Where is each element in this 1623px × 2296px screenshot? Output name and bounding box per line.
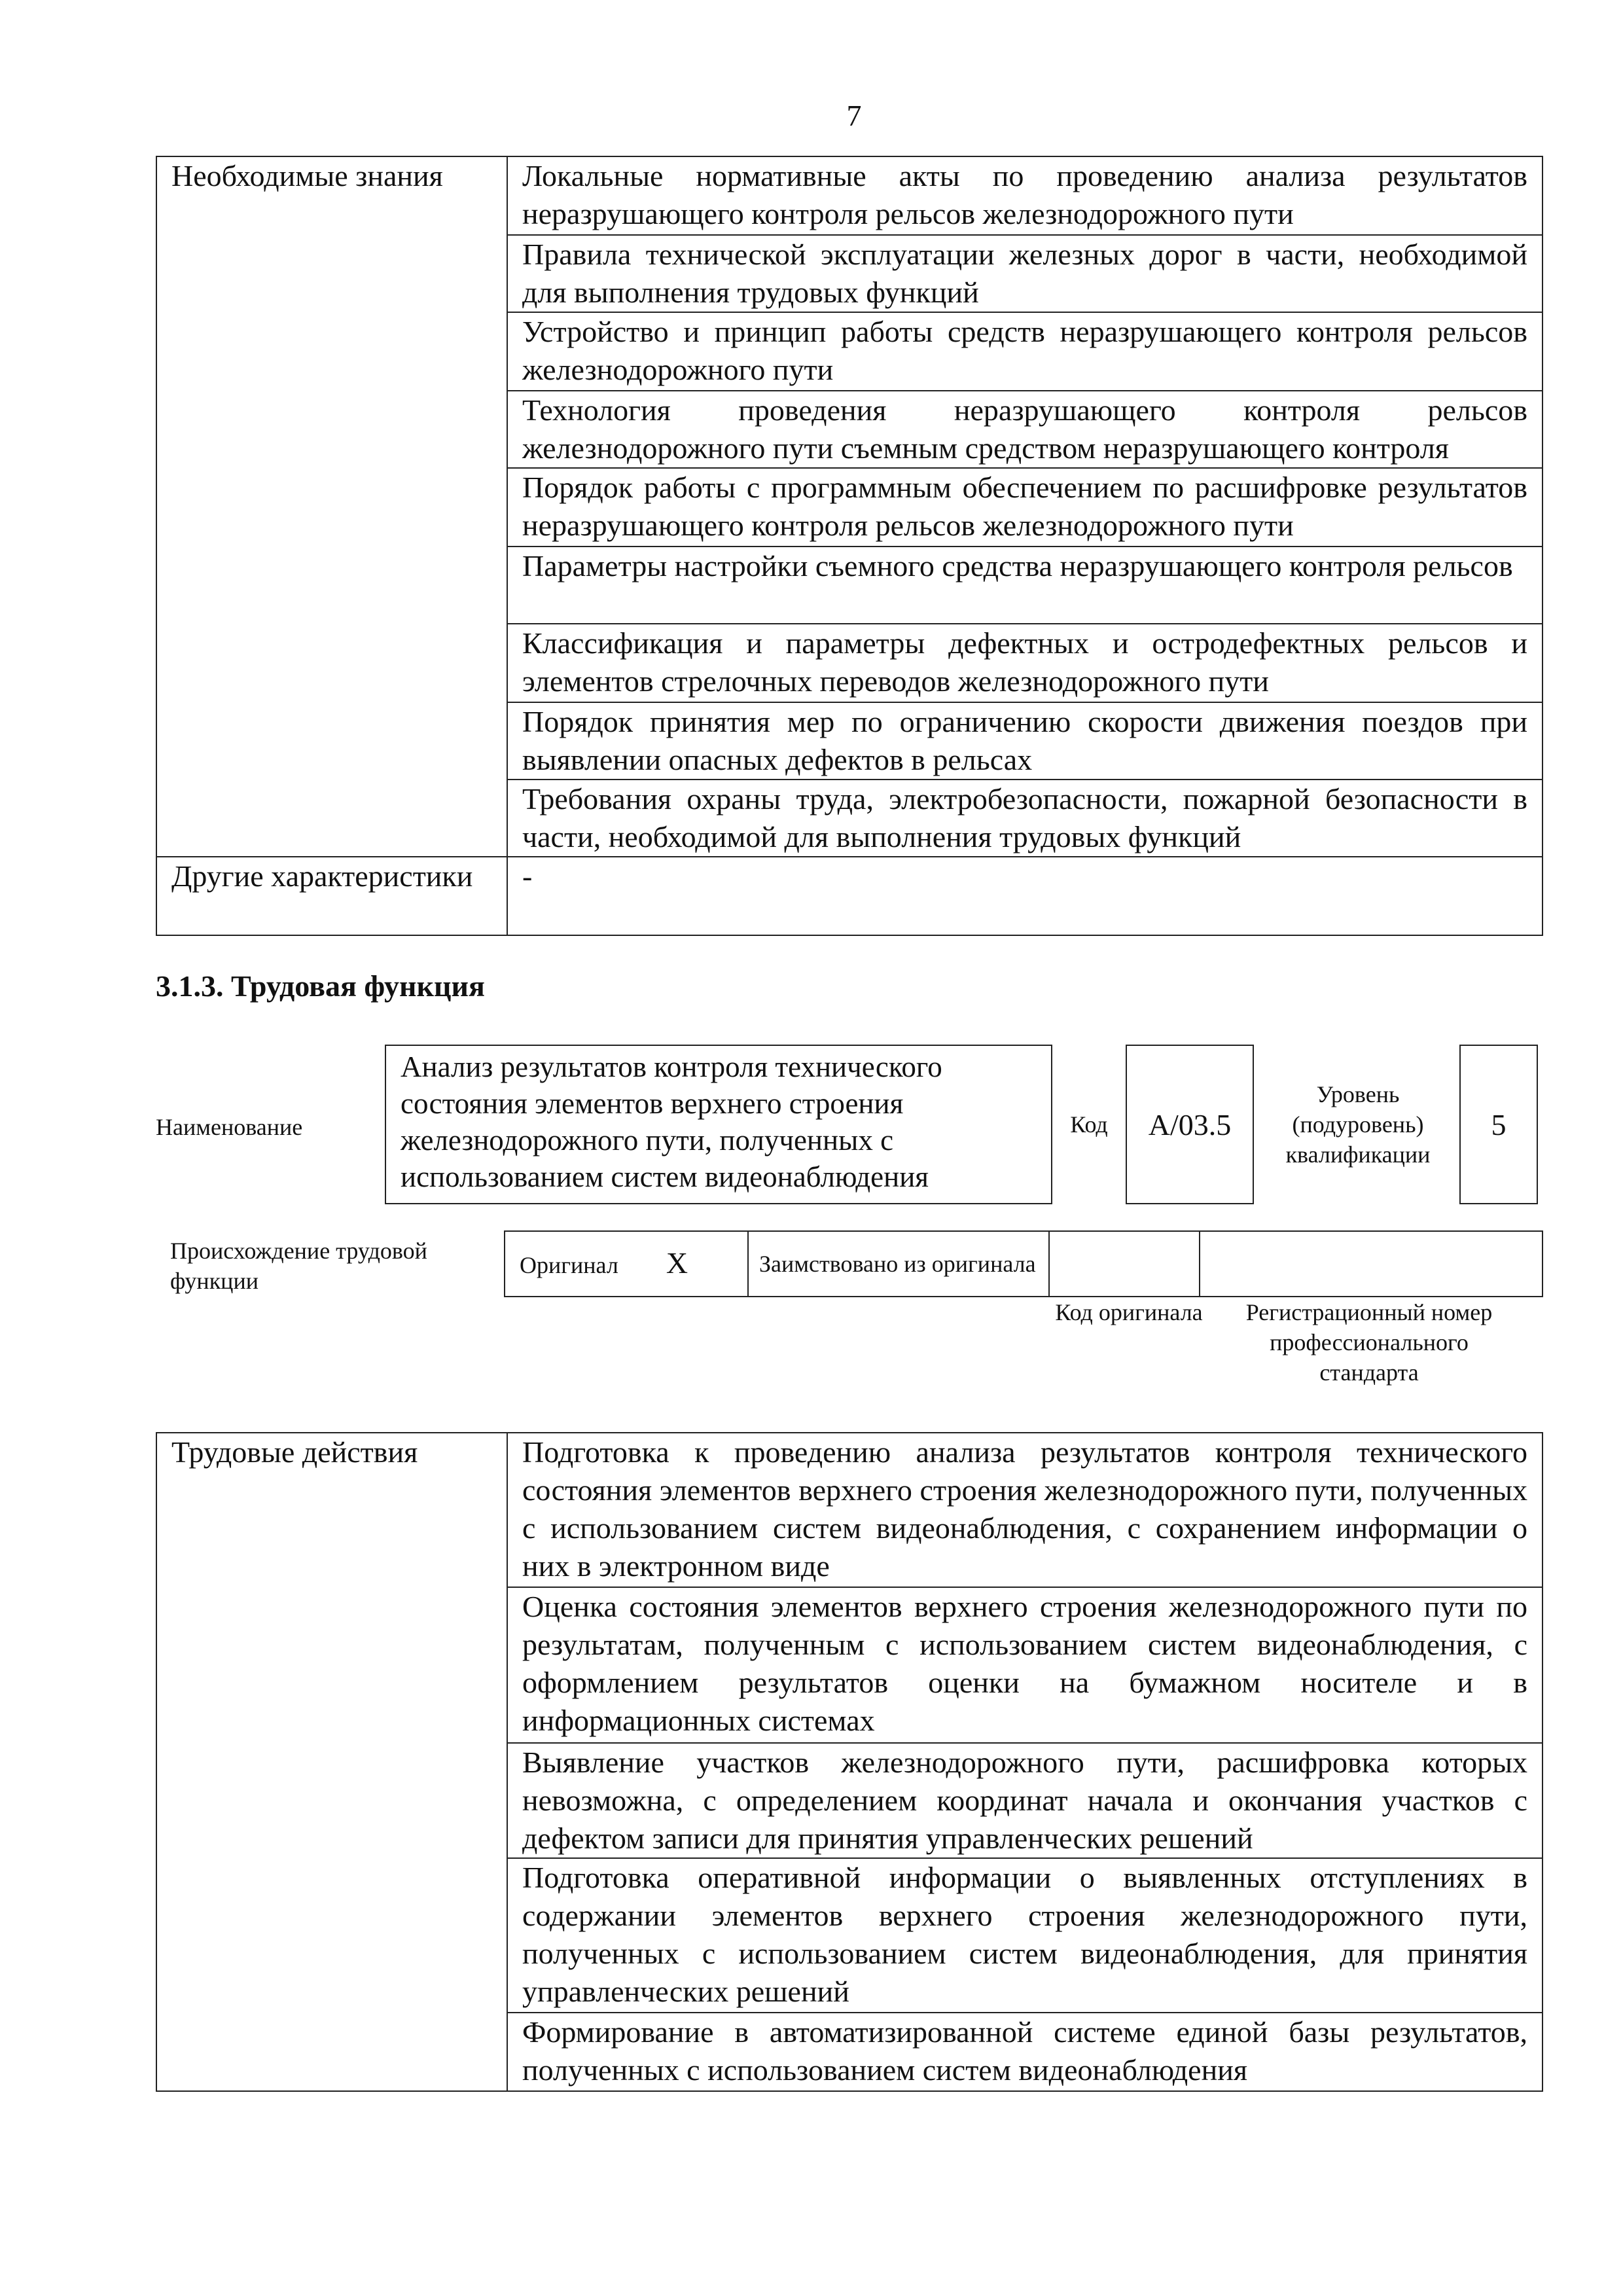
origin-label xyxy=(170,1236,497,1296)
knowledge-item: Локальные нормативные акты по проведению анализа результатов неразрушающего контроля рельсов железнодорожного пути xyxy=(507,156,1543,235)
knowledge-item: Классификация и параметры дефектных и остродефектных рельсов и элементов стрелочных переводов железнодорожного пути xyxy=(507,624,1543,702)
origin-table xyxy=(504,1230,1543,1297)
knowledge-item: Порядок работы с программным обеспечением по расшифровке результатов неразрушающего контроля рельсов железнодорожного пути xyxy=(507,468,1543,547)
level-value: 5 xyxy=(1491,1107,1507,1141)
knowledge-label: Необходимые знания xyxy=(171,159,443,192)
original-mark: X xyxy=(666,1246,688,1280)
knowledge-label-cell xyxy=(156,156,507,857)
action-item: Формирование в автоматизированной системе единой базы результатов, полученных с использованием систем видеонаблюдения xyxy=(507,2013,1543,2091)
code-label xyxy=(1054,1045,1124,1204)
action-item: Подготовка к проведению анализа результатов контроля технического состояния элементов верхнего строения железнодорожного пути, полученных с использованием систем видеонаблюдения, с сохранением информации о них в электронном виде xyxy=(507,1433,1543,1587)
origin-code-caption-text: Код оригинала xyxy=(1055,1299,1203,1325)
borrowed-cell xyxy=(748,1231,1049,1297)
reg-number-cell xyxy=(1200,1231,1543,1297)
actions-label-cell xyxy=(156,1433,507,2091)
action-item: Подготовка оперативной информации о выявленных отступлениях в содержании элементов верхнего строения железнодорожного пути, полученных с использованием систем видеонаблюдения, для принятия управленческих решений xyxy=(507,1858,1543,2013)
actions-label: Трудовые действия xyxy=(171,1435,418,1469)
actions-table xyxy=(156,1432,1543,2092)
action-item: Выявление участков железнодорожного пути, расшифровка которых невозможна, с определением координат начала и окончания участков с дефектом записи для принятия управленческих решений xyxy=(507,1743,1543,1858)
original-cell xyxy=(505,1231,748,1297)
other-label: Другие характеристики xyxy=(156,857,507,935)
knowledge-table xyxy=(156,156,1543,936)
knowledge-item: Требования охраны труда, электробезопасности, пожарной безопасности в части, необходимой для выполнения трудовых функций xyxy=(507,780,1543,857)
code-label-text: Код xyxy=(1070,1111,1108,1138)
level-label xyxy=(1258,1045,1458,1204)
origin-code-caption xyxy=(1054,1297,1204,1327)
reg-number-caption xyxy=(1219,1297,1520,1388)
page-number: 7 xyxy=(846,99,862,132)
section-heading: 3.1.3. Трудовая функция xyxy=(156,969,485,1003)
borrowed-label: Заимствовано из оригинала xyxy=(759,1251,1036,1277)
name-label xyxy=(156,1047,352,1207)
knowledge-item: Параметры настройки съемного средства неразрушающего контроля рельсов xyxy=(507,547,1543,624)
name-label-text: Наименование xyxy=(156,1114,303,1140)
reg-number-caption-text: Регистрационный номер профессионального стандарта xyxy=(1245,1299,1493,1386)
knowledge-item: Правила технической эксплуатации железных дорог в части, необходимой для выполнения трудовых функций xyxy=(507,235,1543,312)
name-value: Анализ результатов контроля технического состояния элементов верхнего строения железнодорожного пути, полученных с использованием систем видеонаблюдения xyxy=(401,1050,942,1193)
origin-code-cell xyxy=(1049,1231,1200,1297)
original-label: Оригинал xyxy=(520,1251,618,1278)
name-value-box xyxy=(385,1045,1052,1204)
action-item: Оценка состояния элементов верхнего строения железнодорожного пути по результатам, полученным с использованием систем видеонаблюдения, с оформлением результатов оценки на бумажном носителе и в информационных системах xyxy=(507,1587,1543,1743)
level-value-box xyxy=(1459,1045,1538,1204)
level-label-text: Уровень (подуровень) квалификации xyxy=(1285,1081,1431,1168)
code-value-box xyxy=(1126,1045,1254,1204)
knowledge-item: Технология проведения неразрушающего контроля рельсов железнодорожного пути съемным средством неразрушающего контроля xyxy=(507,391,1543,468)
knowledge-item: Устройство и принцип работы средств неразрушающего контроля рельсов железнодорожного пути xyxy=(507,312,1543,391)
origin-label-text: Происхождение трудовой функции xyxy=(170,1238,427,1294)
code-value: A/03.5 xyxy=(1148,1107,1232,1141)
other-value: - xyxy=(507,857,1543,935)
knowledge-item: Порядок принятия мер по ограничению скорости движения поездов при выявлении опасных дефектов в рельсах xyxy=(507,702,1543,780)
